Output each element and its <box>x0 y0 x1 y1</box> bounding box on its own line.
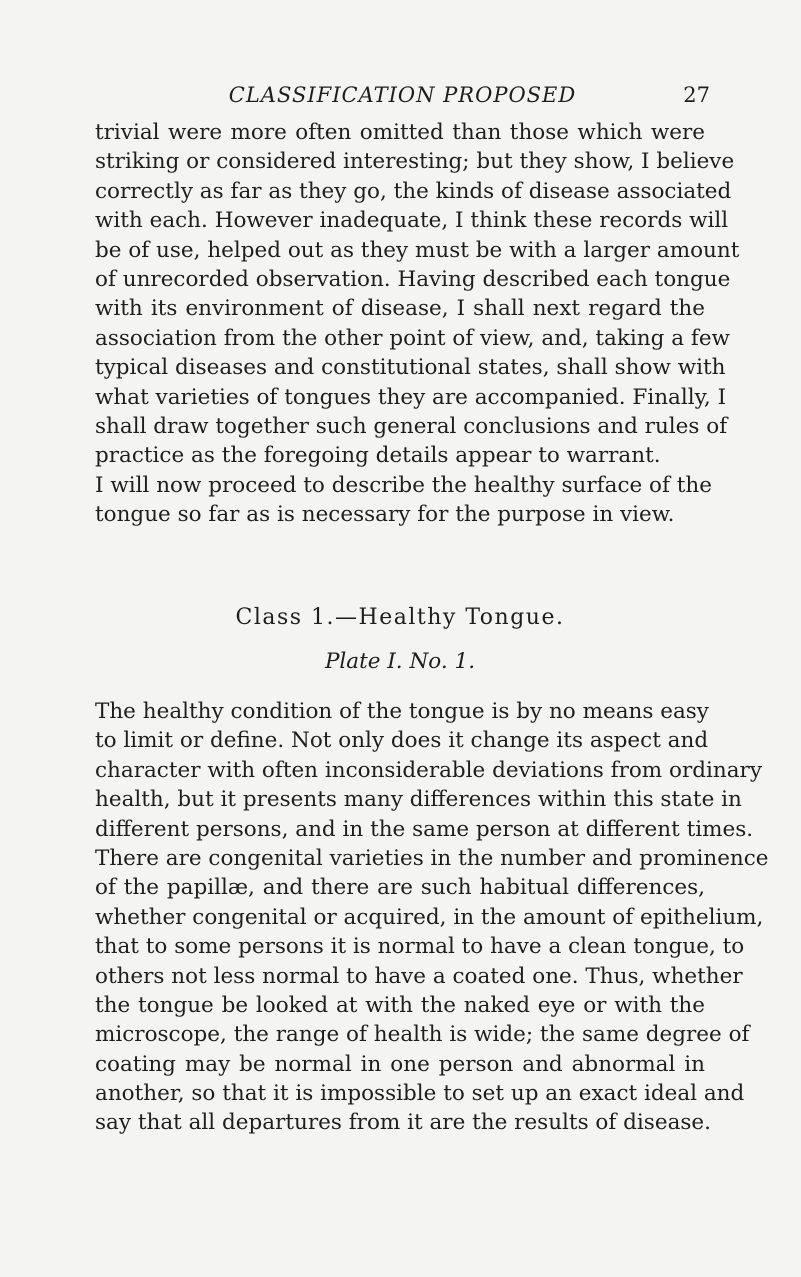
text-line: microscope, the range of health is wide; the same degree of <box>95 1022 750 1048</box>
text-line: to limit or define. Not only does it change its aspect and <box>95 728 709 754</box>
text-line: health, but it presents many differences within this state in <box>95 787 742 813</box>
text-line: correctly as far as they go, the kinds of disease associated <box>95 178 732 204</box>
text-line: the tongue be looked at with the naked eye or with the <box>95 992 705 1018</box>
text-line: with its environment of disease, I shall next regard the <box>95 296 705 322</box>
text-line: shall draw together such general conclusions and rules of <box>95 413 728 439</box>
text-line: trivial were more often omitted than those which were <box>95 120 705 145</box>
text-line: striking or considered interesting; but they show, I believe <box>95 149 735 175</box>
text-line: tongue so far as is necessary for the purpose in view. <box>95 502 675 528</box>
plate-reference: Plate I. No. 1. <box>324 649 476 674</box>
text-line: others not less normal to have a coated one. Thus, whether <box>95 963 743 989</box>
paragraph-healthy-tongue <box>95 697 769 1138</box>
text-line: whether congenital or acquired, in the amount of epithelium, <box>95 904 764 930</box>
section-heading: Class 1.—Healthy Tongue. <box>235 605 565 630</box>
text-line: with each. However inadequate, I think these records will <box>95 208 729 234</box>
text-line: of the papillæ, and there are such habitual differences, <box>95 875 705 901</box>
text-line: association from the other point of view, and, taking a few <box>95 325 730 351</box>
running-head <box>95 80 710 110</box>
text-line: coating may be normal in one person and abnormal in <box>95 1051 705 1077</box>
page-number: 27 <box>683 83 710 107</box>
text-line: I will now proceed to describe the healthy surface of the <box>95 472 713 498</box>
text-line: of unrecorded observation. Having described each tongue <box>95 266 731 292</box>
text-line: be of use, helped out as they must be with a larger amount <box>95 237 740 263</box>
text-line: character with often inconsiderable deviations from ordinary <box>95 757 762 783</box>
text-line: that to some persons it is normal to have a clean tongue, to <box>95 934 745 960</box>
text-line: typical diseases and constitutional states, shall show with <box>95 355 726 381</box>
text-line: say that all departures from it are the results of disease. <box>95 1110 711 1136</box>
running-title: CLASSIFICATION PROPOSED <box>228 83 577 107</box>
text-line: There are congenital varieties in the number and prominence <box>95 845 769 871</box>
text-line: different persons, and in the same person at different times. <box>95 816 754 842</box>
text-line: The healthy condition of the tongue is by no means easy <box>95 699 709 724</box>
text-line: what varieties of tongues they are accompanied. Finally, I <box>95 384 727 410</box>
text-line: practice as the foregoing details appear to warrant. <box>95 443 661 469</box>
text-line: another, so that it is impossible to set up an exact ideal and <box>95 1081 745 1107</box>
paragraph-intro <box>95 118 740 529</box>
